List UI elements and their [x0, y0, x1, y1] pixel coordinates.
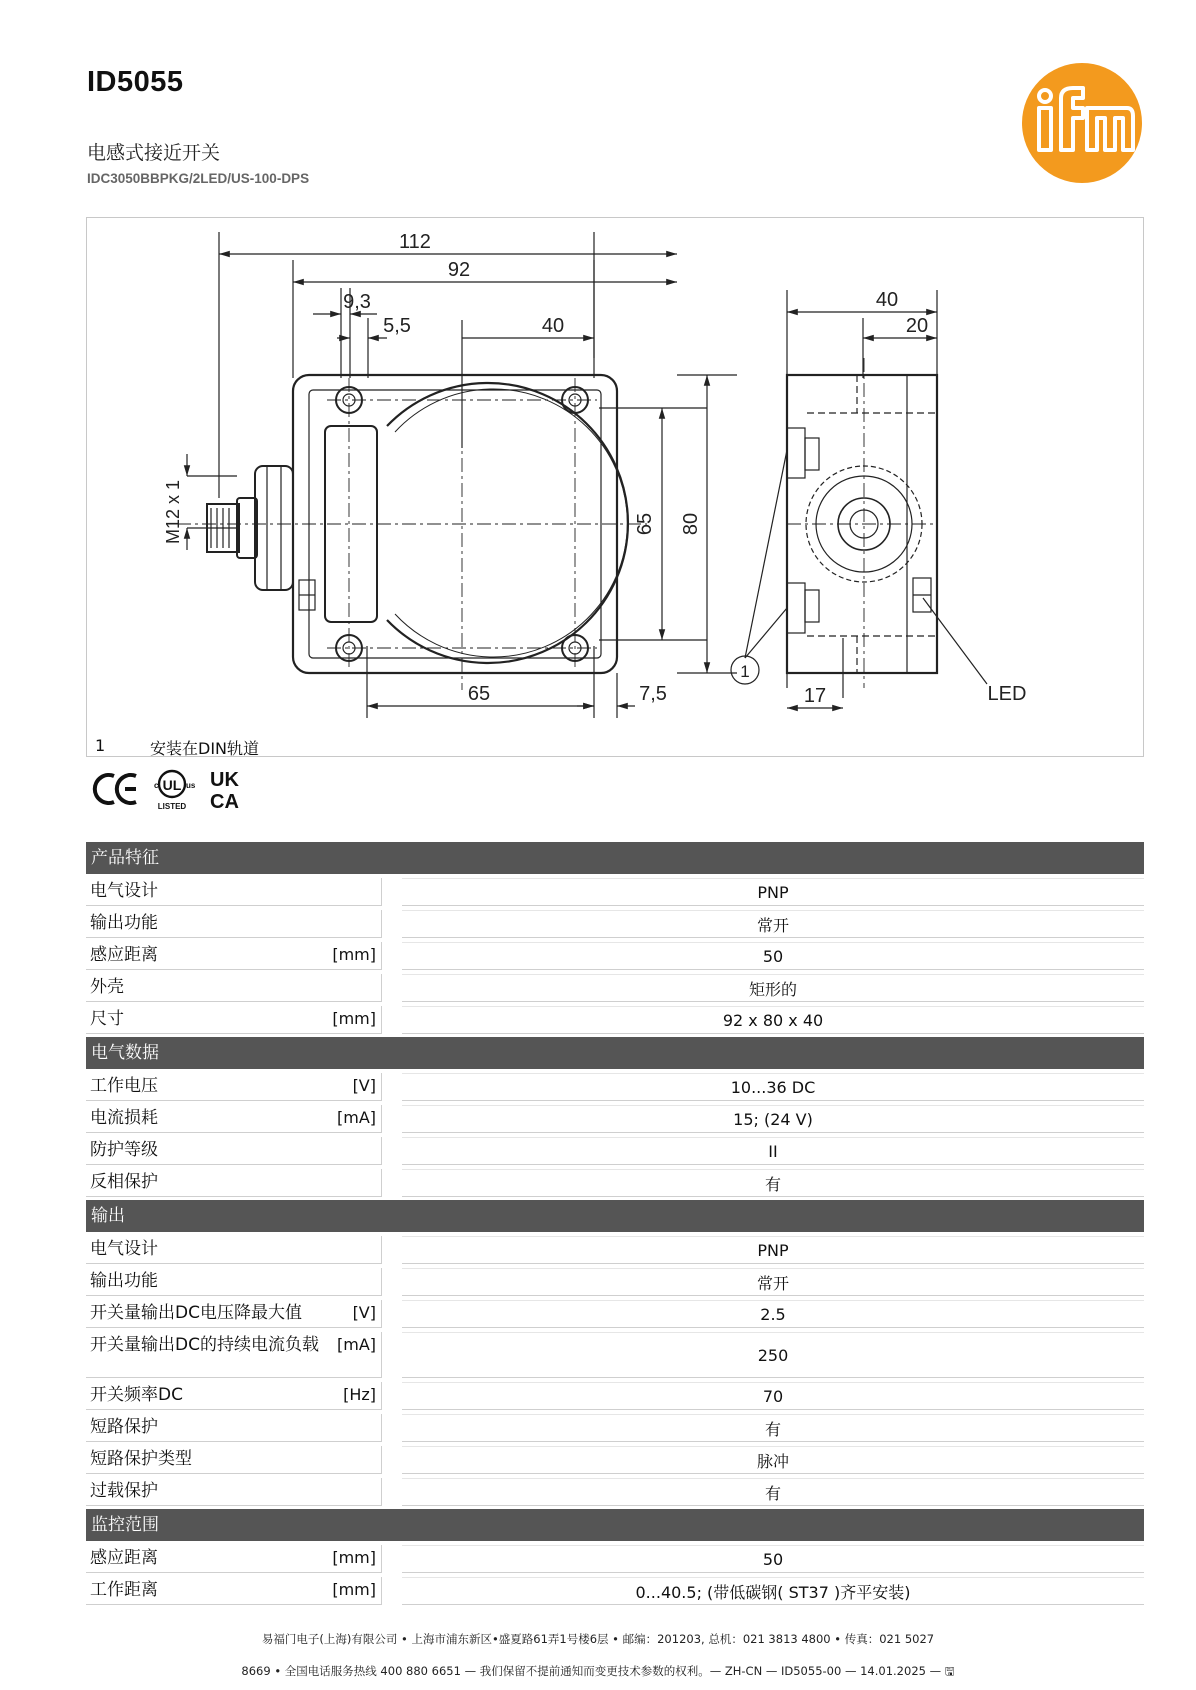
ifm-logo-icon — [1021, 62, 1143, 184]
table-row — [86, 1332, 1144, 1378]
table-row — [86, 1478, 1144, 1506]
row-value: 有 — [402, 1414, 1144, 1442]
dim-112: 112 — [399, 231, 431, 253]
row-label: 电气设计 — [90, 1239, 158, 1259]
certification-marks — [92, 764, 262, 814]
table-row — [86, 1236, 1144, 1264]
dim-80-right: 80 — [680, 512, 702, 536]
callout-1: 1 — [740, 662, 750, 681]
row-label: 工作电压 — [90, 1076, 158, 1096]
row-label: 防护等级 — [90, 1140, 158, 1160]
table-row — [86, 1137, 1144, 1165]
side-dim-17: 17 — [803, 685, 827, 707]
table-row — [86, 1414, 1144, 1442]
row-value: 10...36 DC — [402, 1073, 1144, 1101]
spec-table — [86, 842, 1144, 1605]
table-row — [86, 1545, 1144, 1573]
row-value: 有 — [402, 1169, 1144, 1197]
row-label: 开关频率DC — [90, 1385, 183, 1405]
dim-40-top: 40 — [541, 315, 565, 337]
dim-65-bottom: 65 — [467, 683, 491, 705]
row-value: PNP — [402, 878, 1144, 906]
row-unit: [mA] — [336, 1335, 376, 1354]
dim-92: 92 — [447, 259, 471, 281]
row-unit: [mm] — [332, 1548, 376, 1567]
led-label: LED — [987, 683, 1027, 705]
row-value: 92 x 80 x 40 — [402, 1006, 1144, 1034]
row-value: 有 — [402, 1478, 1144, 1506]
dimension-drawing — [86, 217, 1144, 757]
row-label: 短路保护 — [90, 1417, 158, 1437]
row-label: 开关量输出DC电压降最大值 — [90, 1303, 302, 1323]
row-value: 70 — [402, 1382, 1144, 1410]
row-label: 外壳 — [90, 977, 124, 997]
row-value: II — [402, 1137, 1144, 1165]
row-label: 感应距离 — [90, 945, 158, 965]
table-row — [86, 1169, 1144, 1197]
dim-9-3: 9,3 — [343, 291, 371, 313]
footer-legal: 8669 • 全国电话服务热线 400 880 6651 — 我们保留不提前通知而变更技术参数的权利。— ZH-CN — ID5055-00 — 14.01.2025 — 🖫 — [241, 1664, 955, 1678]
product-subtitle: 电感式接近开关 — [87, 142, 221, 164]
row-value: PNP — [402, 1236, 1144, 1264]
svg-text:c: c — [154, 781, 159, 790]
svg-text:us: us — [186, 781, 196, 790]
row-label: 输出功能 — [90, 913, 158, 933]
row-unit: [V] — [352, 1303, 376, 1322]
table-row — [86, 1268, 1144, 1296]
row-unit: [mm] — [332, 1580, 376, 1599]
row-value: 矩形的 — [402, 974, 1144, 1002]
row-value: 常开 — [402, 910, 1144, 938]
ukca-mark-icon — [210, 769, 239, 813]
table-row — [86, 910, 1144, 938]
ul-listed-icon — [154, 771, 196, 811]
row-value: 2.5 — [402, 1300, 1144, 1328]
svg-text:UL: UL — [162, 777, 182, 793]
row-unit: [Hz] — [343, 1385, 376, 1404]
row-label: 感应距离 — [90, 1548, 158, 1568]
table-row — [86, 942, 1144, 970]
svg-text:UK: UK — [210, 769, 239, 791]
page-title: ID5055 — [87, 66, 184, 98]
row-label: 输出功能 — [90, 1271, 158, 1291]
svg-text:CA: CA — [210, 791, 239, 813]
row-value: 15; (24 V) — [402, 1105, 1144, 1133]
row-label: 短路保护类型 — [90, 1449, 192, 1469]
table-row — [86, 1105, 1144, 1133]
row-unit: [mA] — [336, 1108, 376, 1127]
legend-text: 安装在DIN轨道 — [150, 739, 260, 758]
table-row — [86, 1073, 1144, 1101]
svg-text:LISTED: LISTED — [157, 802, 187, 811]
table-row — [86, 1300, 1144, 1328]
ce-mark-icon — [95, 775, 136, 803]
row-unit: [mm] — [332, 1009, 376, 1028]
row-label: 尺寸 — [90, 1009, 124, 1029]
dim-m12: M12 x 1 — [163, 479, 183, 545]
row-label: 电气设计 — [90, 881, 158, 901]
dim-7-5: 7,5 — [639, 683, 667, 705]
row-value: 50 — [402, 942, 1144, 970]
row-unit: [mm] — [332, 945, 376, 964]
row-label: 工作距离 — [90, 1580, 158, 1600]
row-value: 常开 — [402, 1268, 1144, 1296]
section-header: 电气数据 — [86, 1037, 1144, 1069]
table-row — [86, 878, 1144, 906]
section-header: 输出 — [86, 1200, 1144, 1232]
row-label: 开关量输出DC的持续电流负载 — [90, 1335, 319, 1355]
row-value: 250 — [402, 1332, 1144, 1378]
legend-number: 1 — [95, 736, 106, 755]
row-value: 50 — [402, 1545, 1144, 1573]
section-header: 监控范围 — [86, 1509, 1144, 1541]
table-row — [86, 1577, 1144, 1605]
model-code: IDC3050BBPKG/2LED/US-100-DPS — [87, 171, 310, 186]
side-dim-40: 40 — [875, 289, 899, 311]
footer-address: 易福门电子(上海)有限公司 • 上海市浦东新区•盛夏路61弄1号楼6层 • 邮编：201203, 总机：021 3813 4800 • 传真：021 5027 — [261, 1632, 935, 1646]
side-dim-20: 20 — [905, 315, 929, 337]
row-label: 过载保护 — [90, 1481, 158, 1501]
row-value: 脉冲 — [402, 1446, 1144, 1474]
section-header: 产品特征 — [86, 842, 1144, 874]
row-unit: [V] — [352, 1076, 376, 1095]
row-label: 电流损耗 — [90, 1108, 158, 1128]
table-row — [86, 1006, 1144, 1034]
table-row — [86, 1382, 1144, 1410]
table-row — [86, 1446, 1144, 1474]
table-row — [86, 974, 1144, 1002]
row-label: 反相保护 — [90, 1172, 158, 1192]
dim-5-5: 5,5 — [383, 315, 411, 337]
row-value: 0...40.5; (带低碳钢( ST37 )齐平安装) — [402, 1577, 1144, 1605]
dim-65-right: 65 — [634, 512, 656, 536]
